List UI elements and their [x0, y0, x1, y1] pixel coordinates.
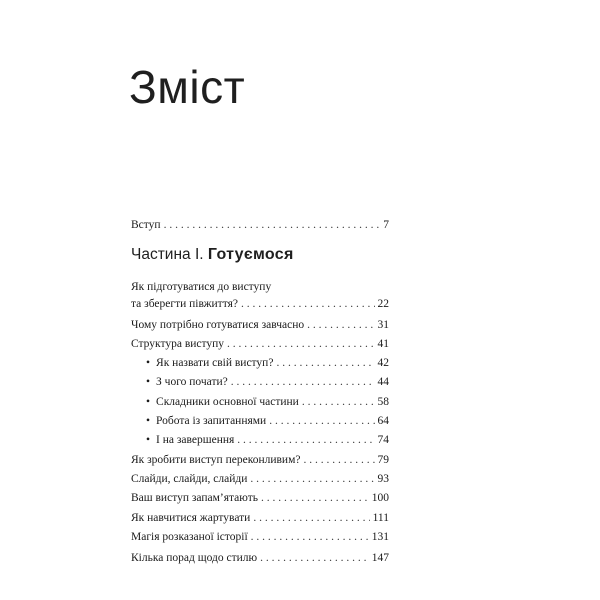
toc-entry-label: Структура виступу — [131, 338, 225, 350]
toc-entry-label: Слайди, слайди, слайди — [131, 473, 248, 485]
toc-entry-page: 7 — [383, 219, 389, 231]
toc-entry-label: Магія розказаної історії — [131, 531, 248, 543]
toc-entry-page: 64 — [377, 415, 389, 427]
leader-dots — [250, 472, 374, 486]
toc-entry-page: 111 — [372, 512, 389, 524]
toc-subentry — [146, 414, 389, 428]
bullet-icon: • — [146, 396, 151, 408]
toc-entry-label: Вступ — [131, 219, 161, 231]
toc-subentry — [146, 395, 389, 409]
bullet-icon: • — [146, 357, 151, 369]
toc-entry — [131, 530, 389, 544]
leader-dots — [241, 296, 375, 313]
toc-entry-page: 41 — [377, 338, 389, 350]
toc-entry-label: Як назвати свій виступ? — [156, 357, 274, 369]
leader-dots — [261, 491, 369, 505]
toc-entry-page: 44 — [377, 376, 389, 388]
toc-entry-label: Робота із запитаннями — [156, 415, 267, 427]
toc-entry-label: Складники основної частини — [156, 396, 299, 408]
leader-dots — [227, 337, 374, 351]
leader-dots — [260, 551, 369, 565]
toc-entry-page: 74 — [377, 434, 389, 446]
toc-entry-label: Ваш виступ запам’ятають — [131, 492, 258, 504]
toc-subentry — [146, 375, 389, 389]
toc-entry — [131, 337, 389, 351]
part-prefix: Частина І. — [131, 246, 204, 263]
toc-entry-label-line1: Як підготуватися до виступу — [131, 281, 272, 293]
part-heading — [131, 246, 294, 264]
toc-entry-intro — [131, 218, 389, 232]
toc-entry-page: 147 — [371, 552, 389, 564]
toc-entry-page: 42 — [377, 357, 389, 369]
toc-entry — [131, 491, 389, 505]
toc-entry-label: Як зробити виступ переконливим? — [131, 454, 301, 466]
toc-entry-twoline — [131, 279, 389, 313]
toc-entry — [131, 472, 389, 486]
toc-entry — [131, 318, 389, 332]
toc-subentry — [146, 433, 389, 447]
bullet-icon: • — [146, 376, 151, 388]
toc-entry — [131, 511, 389, 525]
leader-dots — [302, 395, 375, 409]
bullet-icon: • — [146, 415, 151, 427]
toc-entry-label-line2: та зберегти півжиття? — [131, 298, 238, 310]
toc-entry-label: Кілька порад щодо стилю — [131, 552, 258, 564]
toc-entry-label: І на завершення — [156, 434, 235, 446]
toc-entry-page: 79 — [377, 454, 389, 466]
leader-dots — [307, 318, 374, 332]
toc-subentry — [146, 356, 389, 370]
page-title: Зміст — [129, 61, 246, 113]
leader-dots — [269, 414, 374, 428]
leader-dots — [237, 433, 374, 447]
toc-entry-label: Чому потрібно готуватися завчасно — [131, 319, 305, 331]
leader-dots — [253, 511, 369, 525]
leader-dots — [231, 375, 375, 389]
leader-dots — [276, 356, 374, 370]
toc-entry-page: 93 — [377, 473, 389, 485]
part-name: Готуємося — [207, 246, 294, 263]
toc-entry-page: 58 — [377, 396, 389, 408]
toc-entry — [131, 551, 389, 565]
bullet-icon: • — [146, 434, 151, 446]
leader-dots — [164, 218, 381, 232]
toc-entry-label: Як навчитися жартувати — [131, 512, 251, 524]
toc-entry-page: 31 — [377, 319, 389, 331]
toc-entry-page: 131 — [371, 531, 389, 543]
toc-entry — [131, 453, 389, 467]
leader-dots — [303, 453, 374, 467]
toc-entry-page: 22 — [377, 298, 389, 310]
toc-entry-page: 100 — [371, 492, 389, 504]
toc-entry-label: З чого почати? — [156, 376, 228, 388]
leader-dots — [251, 530, 369, 544]
